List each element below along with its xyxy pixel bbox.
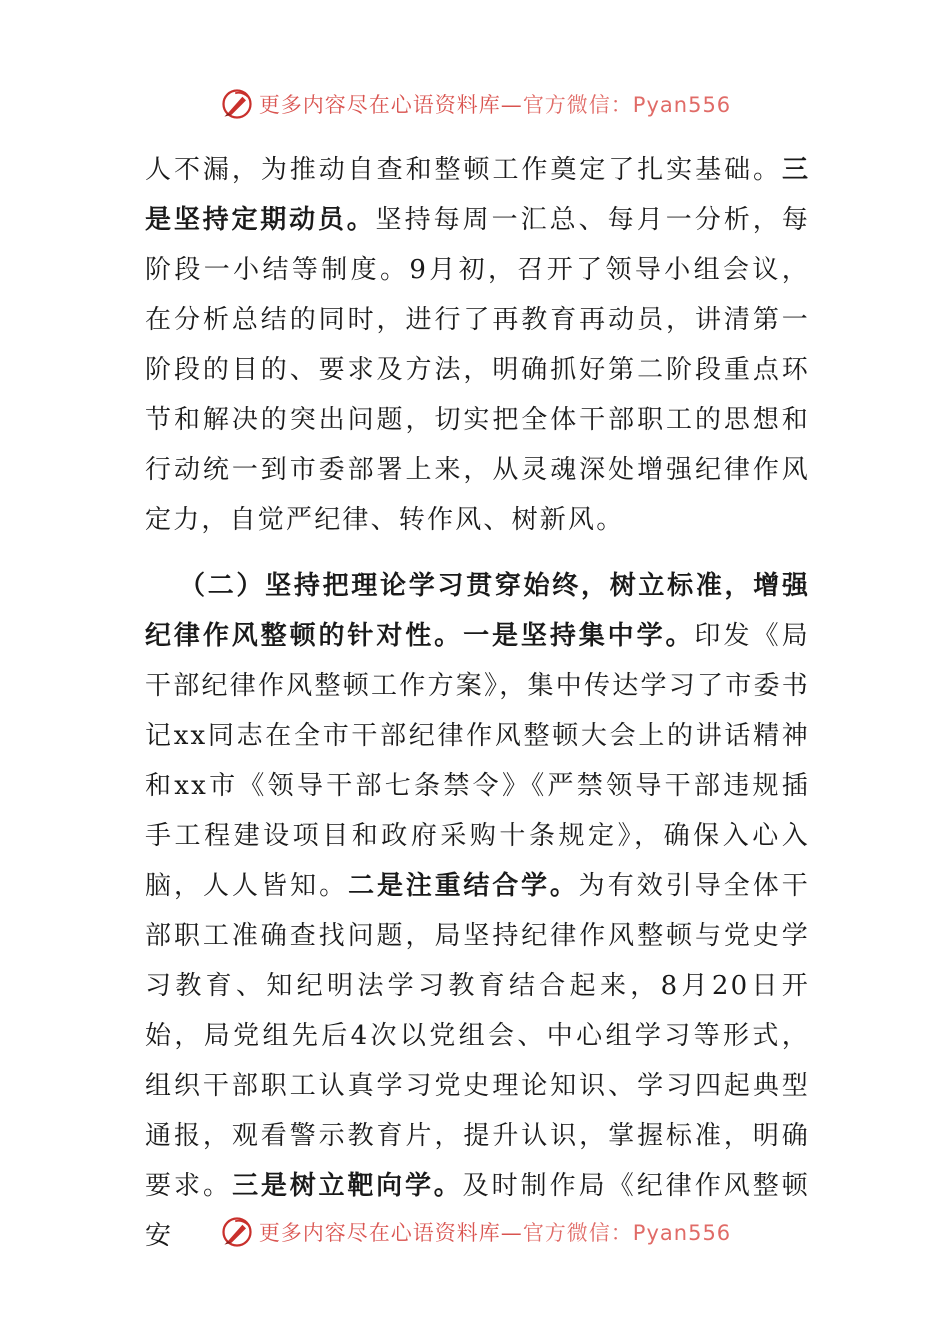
header-watermark [0, 82, 950, 126]
text-segment: 人不漏，为推动自查和整顿工作奠定了扎实基础。 [145, 155, 782, 185]
text-segment: 坚持每周一汇总、每月一分析，每阶段一小结等制度。9月初，召开了领导小组会议，在分析总结的同时，进行了再教育再动员，讲清第一阶段的目的、要求及方法，明确抓好第二阶段重点环节和解决的突出问题，切实把全体干部职工的思想和行动统一到市委部署上来，从灵魂深处增强纪律作风定力，自觉严纪律、转作风、树新风。 [145, 205, 810, 535]
watermark-contact-text: 官方微信：Pyan556 [522, 93, 732, 117]
text-segment: 印发《局干部纪律作风整顿工作方案》，集中传达学习了市委书记xx同志在全市干部纪律作风整顿大会上的讲话精神和xx市《领导干部七条禁令》《严禁领导干部违规插手工程建设项目和政府采购十条规定》，确保入心入脑，人人皆知。 [145, 621, 810, 901]
pen-nib-logo-icon [219, 86, 255, 122]
watermark-main-text: 更多内容尽在心语资料库— [258, 93, 523, 117]
watermark-contact-text: 官方微信：Pyan556 [522, 1221, 732, 1245]
pen-nib-logo-icon [219, 1214, 255, 1250]
bold-heading-segment: 三是坚持定期动员。 [145, 155, 810, 235]
bold-heading-segment: 二是注重结合学。 [348, 871, 579, 901]
bold-heading-segment: 三是树立靶向学。 [232, 1171, 463, 1201]
document-body [145, 145, 810, 1261]
paragraph-2 [145, 561, 810, 1261]
watermark-main-text: 更多内容尽在心语资料库— [258, 1221, 523, 1245]
paragraph-1 [145, 145, 810, 545]
text-segment: 及时制作局《纪律作风整顿安 [145, 1171, 810, 1251]
footer-watermark [0, 1210, 950, 1254]
bold-heading-segment: （二）坚持把理论学习贯穿始终，树立标准，增强纪律作风整顿的针对性。一是坚持集中学。 [145, 571, 810, 651]
text-segment: 为有效引导全体干部职工准确查找问题，局坚持纪律作风整顿与党史学习教育、知纪明法学习教育结合起来，8月20日开始，局党组先后4次以党组会、中心组学习等形式，组织干部职工认真学习党史理论知识、学习四起典型通报，观看警示教育片，提升认识，掌握标准，明确要求。 [145, 871, 810, 1201]
